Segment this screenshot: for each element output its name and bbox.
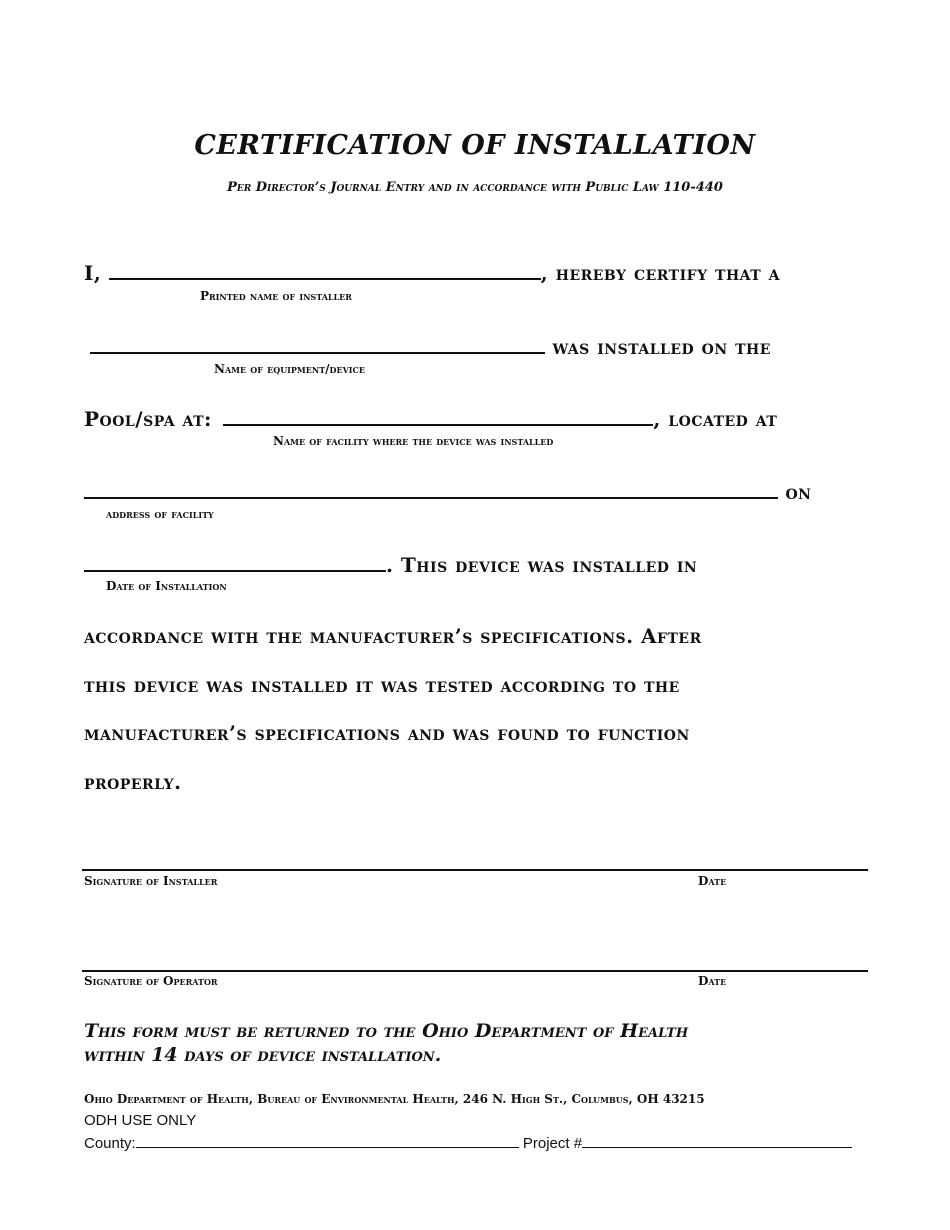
line3-prefix: Pool/spa at: [84, 407, 212, 431]
body-line-1: accordance with the manufacturer’s specifications. After [84, 624, 702, 648]
installer-name-field[interactable] [109, 260, 541, 280]
odh-county-project-row [84, 1133, 852, 1152]
form-title: CERTIFICATION OF INSTALLATION [194, 130, 756, 161]
line5-suffix: . This device was installed in [386, 553, 698, 577]
installer-signature-line[interactable] [82, 869, 868, 871]
line2-suffix: was installed on the [552, 335, 771, 359]
line4-suffix: on [785, 480, 812, 504]
address-line [84, 479, 811, 504]
body-line-4: properly. [84, 770, 182, 794]
line1-suffix: , hereby certify that a [540, 261, 781, 285]
facility-caption: Name of facility where the device was installed [273, 434, 554, 448]
facility-address-field[interactable] [84, 479, 778, 499]
install-date-field[interactable] [84, 552, 386, 572]
form-subtitle: Per Director’s Journal Entry and in accordance with Public Law 110-440 [227, 180, 723, 195]
operator-date-label: Date [698, 974, 727, 988]
return-notice-line-1: This form must be returned to the Ohio Department of Health [84, 1020, 689, 1042]
operator-signature-line[interactable] [82, 970, 868, 972]
odh-address: Ohio Department of Health, Bureau of Environmental Health, 246 N. High St., Columbus, OH 43215 [84, 1092, 705, 1106]
equipment-line [90, 334, 771, 359]
install-date-line [84, 552, 697, 577]
county-field[interactable] [136, 1133, 519, 1148]
county-label: County: [84, 1135, 136, 1152]
installer-line [84, 260, 780, 285]
operator-signature-label: Signature of Operator [84, 974, 218, 988]
installer-name-caption: Printed name of installer [200, 289, 352, 303]
installer-date-label: Date [698, 874, 727, 888]
installer-signature-label: Signature of Installer [84, 874, 218, 888]
facility-line [84, 406, 777, 431]
body-line-3: manufacturer’s specifications and was found to function [84, 721, 690, 745]
address-caption: address of facility [106, 507, 214, 521]
odh-use-only: ODH USE ONLY [84, 1112, 197, 1129]
facility-name-field[interactable] [223, 406, 653, 426]
install-date-caption: Date of Installation [106, 579, 227, 593]
return-notice-line-2: within 14 days of device installation. [84, 1044, 442, 1066]
project-field[interactable] [582, 1133, 852, 1148]
equipment-name-field[interactable] [90, 334, 545, 354]
project-label: Project # [522, 1135, 583, 1152]
line1-prefix: I, [84, 261, 102, 285]
body-line-2: this device was installed it was tested according to the [84, 673, 680, 697]
equipment-caption: Name of equipment/device [214, 362, 365, 376]
line3-suffix: , located at [653, 407, 778, 431]
